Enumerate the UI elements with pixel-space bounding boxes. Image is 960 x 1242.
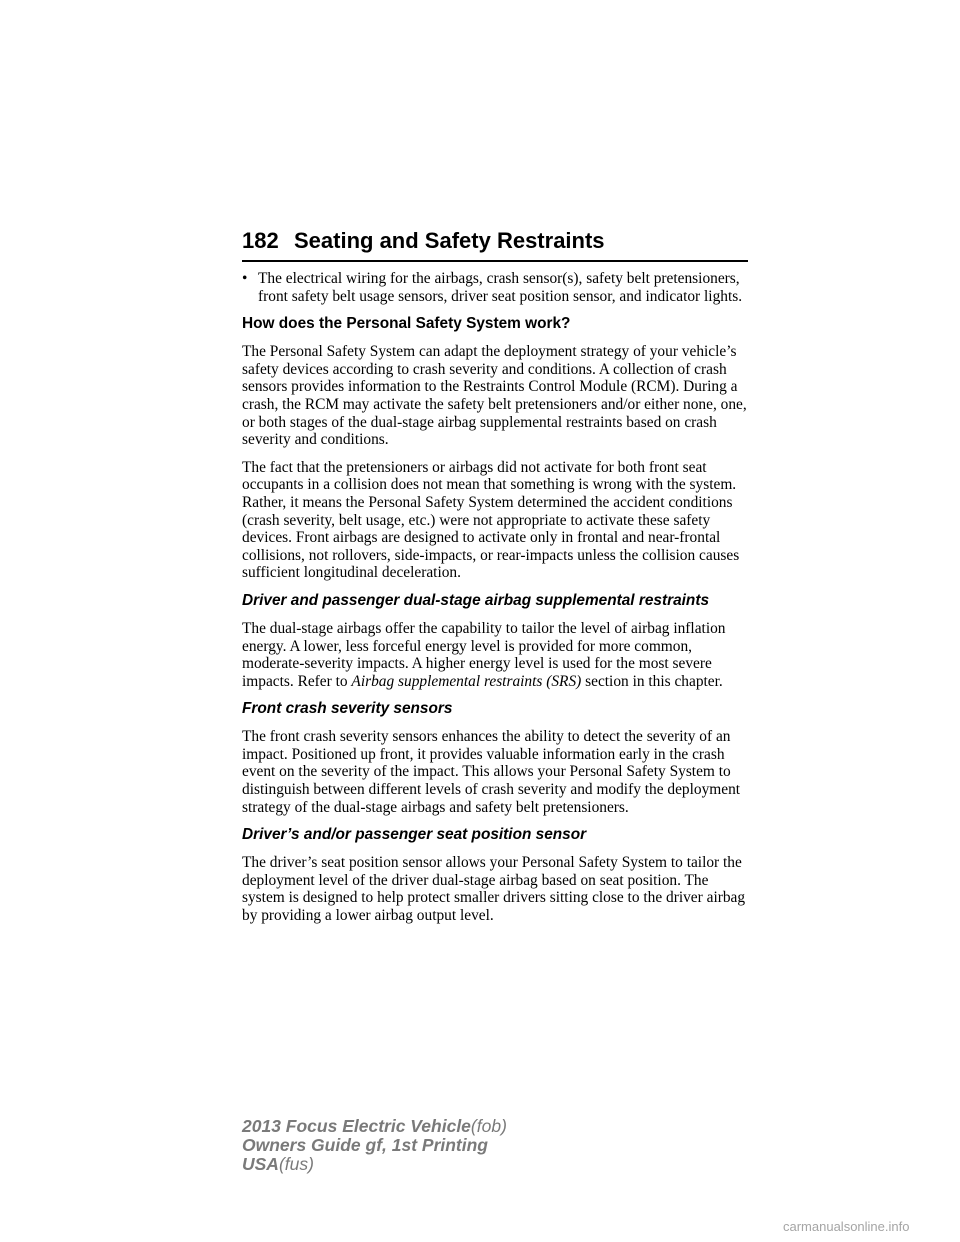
- footer-line-3: [242, 1155, 507, 1174]
- page-header: [242, 228, 748, 262]
- dual-stage-text-a: The dual-stage airbags offer the capability to tailor the level of airbag inflation energy. A lower, less forceful energy level is provided for more common, moderate-severity impacts. A higher energy level is used for the most severe impacts. Refer to: [242, 619, 726, 690]
- footer-market-code: (fus): [278, 1154, 314, 1174]
- header-rule: [242, 260, 748, 262]
- dual-stage-text-b: section in this chapter.: [581, 672, 723, 690]
- footer-market: USA: [242, 1154, 279, 1174]
- bullet-text: The electrical wiring for the airbags, crash sensor(s), safety belt pretensioners, front safety belt usage sensors, driver seat position sensor, and indicator lights.: [258, 270, 743, 305]
- watermark: carmanualsonline.info: [783, 1219, 910, 1234]
- footer-model: 2013 Focus Electric Vehicle: [242, 1116, 471, 1136]
- pss-heading: How does the Personal Safety System work?: [242, 315, 571, 333]
- bullet-mark: •: [242, 270, 248, 287]
- pss-paragraph-1: The Personal Safety System can adapt the deployment strategy of your vehicle’s safety devices according to crash severity and conditions. A collection of crash sensors provides information to the Restraints Control Module (RCM). During a crash, the RCM may activate the safety belt pretensioners and/or either none, one, or both stages of the dual-stage airbag supplemental restraints based on crash severity and conditions.: [242, 343, 747, 449]
- header-row: [242, 228, 748, 254]
- dual-stage-heading: Driver and passenger dual-stage airbag supplemental restraints: [242, 591, 710, 609]
- footer-line-1: [242, 1117, 507, 1136]
- seat-position-paragraph: The driver’s seat position sensor allows your Personal Safety System to tailor the deployment level of the driver dual-stage airbag based on seat position. The system is designed to help protect smaller drivers sitting close to the driver airbag by providing a lower airbag output level.: [242, 854, 746, 925]
- bullet-item: [242, 270, 750, 305]
- srs-reference: Airbag supplemental restraints (SRS): [351, 672, 582, 690]
- page-footer: [242, 1117, 507, 1174]
- front-crash-heading: Front crash severity sensors: [242, 700, 453, 718]
- seat-position-heading: Driver’s and/or passenger seat position sensor: [242, 826, 587, 844]
- section-title: Seating and Safety Restraints: [294, 228, 605, 253]
- pss-paragraph-2: The fact that the pretensioners or airbags did not activate for both front seat occupants in a collision does not mean that something is wrong with the system. Rather, it means the Personal Safety System determined the accident conditions (crash severity, belt usage, etc.) were not appropriate to activate these safety devices. Front airbags are designed to activate only in frontal and near-frontal collisions, not rollovers, side-impacts, or rear-impacts unless the collision causes sufficient longitudinal deceleration.: [242, 458, 740, 582]
- front-crash-paragraph: The front crash severity sensors enhances the ability to detect the severity of an impact. Positioned up front, it provides valuable information early in the crash event on the severity of the impact. This allows your Personal Safety System to distinguish between different levels of crash severity and modify the deployment strategy of the dual-stage airbags and safety belt pretensioners.: [242, 728, 741, 816]
- page-number: 182: [242, 228, 279, 253]
- page-content: [242, 270, 750, 935]
- footer-model-code: (fob): [470, 1116, 507, 1136]
- dual-stage-paragraph: [242, 620, 750, 690]
- footer-line-2: Owners Guide gf, 1st Printing: [242, 1135, 488, 1155]
